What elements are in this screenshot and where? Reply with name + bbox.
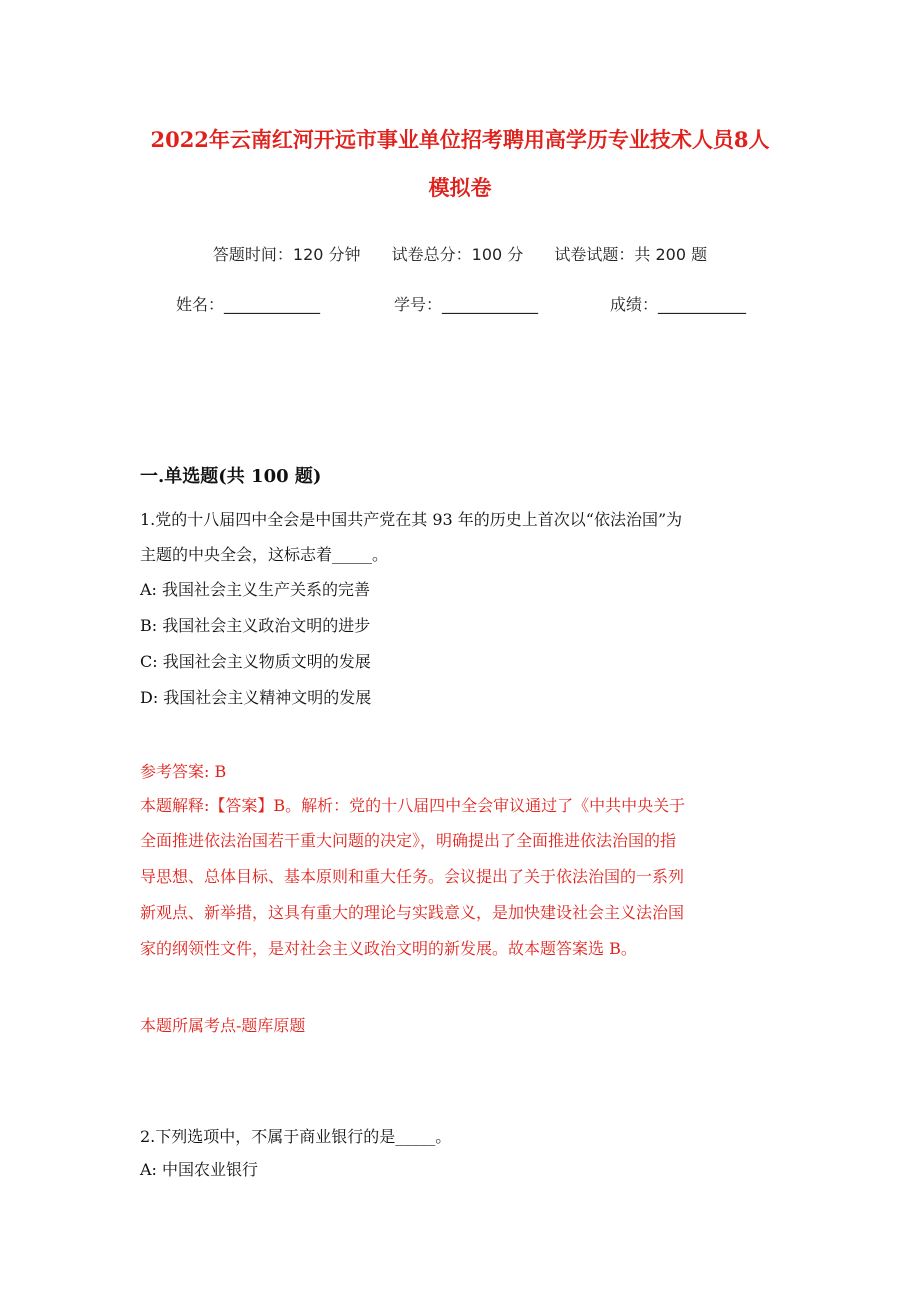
- question-stem-line: 2.下列选项中，不属于商业银行的是_____。: [140, 1127, 452, 1146]
- student-id-field: 学号：____________: [394, 295, 539, 314]
- document-title-line2: 模拟卷: [428, 175, 492, 200]
- option-d: D: 我国社会主义精神文明的发展: [140, 688, 372, 707]
- explanation-line: 新观点、新举措，这具有重大的理论与实践意义，是加快建设社会主义法治国: [140, 903, 685, 922]
- option-a: A: 我国社会主义生产关系的完善: [140, 580, 371, 599]
- option-a: A: 中国农业银行: [140, 1160, 259, 1179]
- document-title-line1: 2022年云南红河开远市事业单位招考聘用高学历专业技术人员8人: [150, 127, 770, 152]
- exam-total-score: 试卷总分：100 分: [391, 245, 524, 264]
- option-b: B: 我国社会主义政治文明的进步: [140, 616, 371, 635]
- explanation-line: 全面推进依法治国若干重大问题的决定》，明确提出了全面推进依法治国的指: [140, 831, 677, 850]
- exam-question-count: 试卷试题：共 200 题: [554, 245, 708, 264]
- question-stem-line: 主题的中央全会，这标志着_____。: [140, 545, 389, 564]
- explanation-line: 本题解释:【答案】B。解析：党的十八届四中全会审议通过了《中共中央关于: [140, 796, 686, 815]
- option-c: C: 我国社会主义物质文明的发展: [140, 652, 371, 671]
- reference-answer: 参考答案: B: [140, 762, 227, 781]
- name-field: 姓名：____________: [176, 295, 321, 314]
- explanation-line: 家的纲领性文件，是对社会主义政治文明的新发展。故本题答案选 B。: [140, 939, 637, 958]
- section-title: 一.单选题(共 100 题): [140, 466, 322, 487]
- exam-time: 答题时间：120 分钟: [212, 245, 361, 264]
- exam-meta: [0, 242, 920, 265]
- explanation-line: 导思想、总体目标、基本原则和重大任务。会议提出了关于依法治国的一系列: [140, 867, 685, 886]
- score-field: 成绩：___________: [610, 295, 747, 314]
- question-stem-line: 1.党的十八届四中全会是中国共产党在其 93 年的历史上首次以“依法治国”为: [140, 510, 683, 529]
- topic-label: 本题所属考点-题库原题: [140, 1016, 306, 1035]
